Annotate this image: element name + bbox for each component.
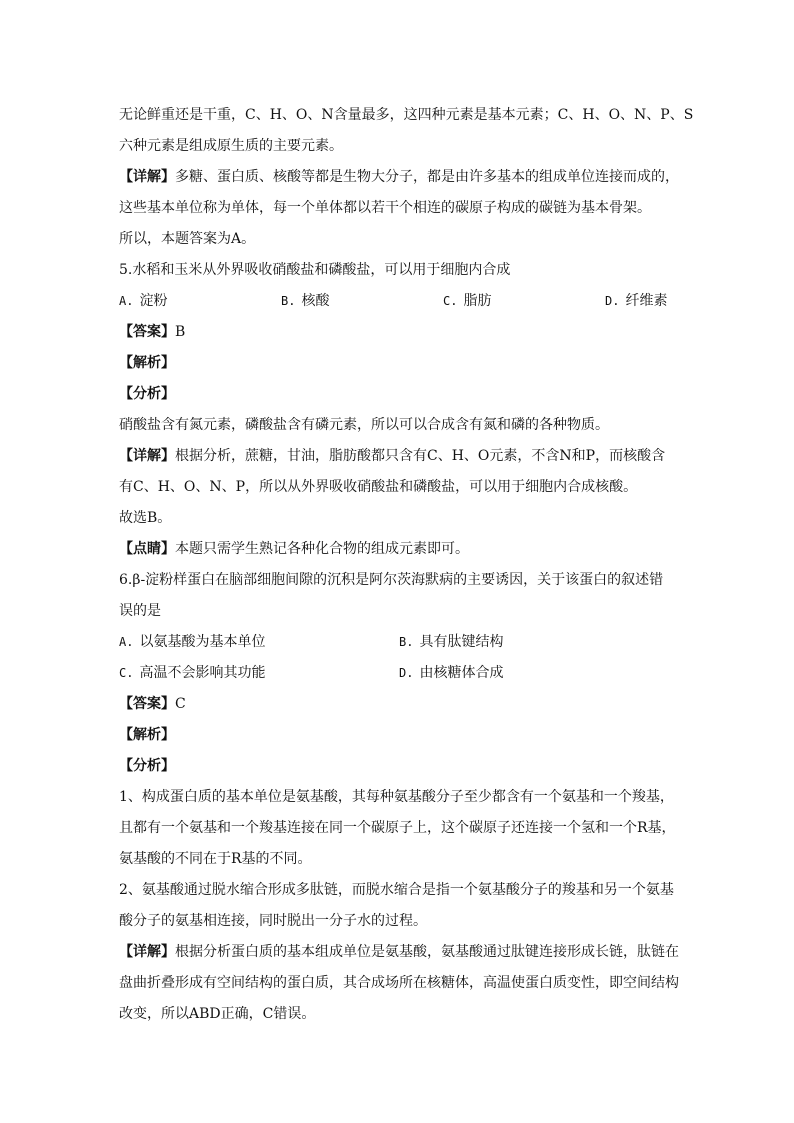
analysis-tag: 【解析】 [119,727,175,743]
question-5-stem: 5.水稻和玉米从外界吸收硝酸盐和磷酸盐，可以用于细胞内合成 [119,262,511,278]
text-line: 故选B。 [119,510,172,526]
section-tag: 【详解】 [119,944,175,960]
fenxi-tag: 【分析】 [119,386,175,402]
document-body [119,100,694,1030]
text-line: 有C、H、O、N、P，所以从外界吸收硝酸盐和磷酸盐，可以用于细胞内合成核酸。 [119,479,638,495]
text-line: 改变，所以ABD正确，C错误。 [119,1006,316,1022]
question-5-options [119,286,679,317]
section-tag: 【详解】 [119,448,175,464]
text-line: 酸分子的氨基相连接，同时脱出一分子水的过程。 [119,913,427,929]
option-d: D. 纤维素 [605,293,668,309]
text-line: 这些基本单位称为单体，每一个单体都以若干个相连的碳原子构成的碳链为基本骨架。 [119,200,651,216]
section-tag: 【详解】 [119,169,175,185]
detail-paragraph: 【详解】根据分析，蔗糖，甘油，脂肪酸都只含有C、H、O元素，不含N和P，而核酸含 [119,448,666,464]
answer-line [119,689,679,720]
option-a: A. 以氨基酸为基本单位 [119,634,266,650]
question-6-options-row1 [119,627,679,658]
option-c: C. 高温不会影响其功能 [119,665,266,681]
option-d: D. 由核糖体合成 [399,665,504,681]
text-line: 1、构成蛋白质的基本单位是氨基酸，其每种氨基酸分子至少都含有一个氨基和一个羧基， [119,789,674,805]
option-b: B. 具有肽键结构 [399,634,504,650]
question-6-options-row2 [119,658,679,689]
answer-tag: 【答案】 [119,696,175,712]
answer-line [119,317,679,348]
option-c: C. 脂肪 [443,293,492,309]
text-line: 硝酸盐含有氮元素，磷酸盐含有磷元素，所以可以合成含有氮和磷的各种物质。 [119,417,609,433]
text-line: 氨基酸的不同在于R基的不同。 [119,851,312,867]
text-line: 且都有一个氨基和一个羧基连接在同一个碳原子上，这个碳原子还连接一个氢和一个R基， [119,820,676,836]
analysis-tag: 【解析】 [119,355,175,371]
text-line: 无论鲜重还是干重，C、H、O、N含量最多，这四种元素是基本元素；C、H、O、N、P、S [119,107,694,123]
text-line: 所以，本题答案为A。 [119,231,256,247]
answer-value: B [175,324,186,340]
fenxi-tag: 【分析】 [119,758,175,774]
question-6-stem-cont: 误的是 [119,603,161,619]
tip-paragraph: 【点睛】本题只需学生熟记各种化合物的组成元素即可。 [119,541,469,557]
text-line: 2、氨基酸通过脱水缩合形成多肽链，而脱水缩合是指一个氨基酸分子的羧基和另一个氨基 [119,882,674,898]
detail-paragraph [119,162,679,193]
section-tag: 【点睛】 [119,541,175,557]
option-a: A. 淀粉 [119,293,168,309]
question-6-stem: 6.β-淀粉样蛋白在脑部细胞间隙的沉积是阿尔茨海默病的主要诱因，关于该蛋白的叙述错 [119,572,664,588]
detail-paragraph: 【详解】根据分析蛋白质的基本组成单位是氨基酸，氨基酸通过肽键连接形成长链，肽链在 [119,944,679,960]
text-line: 多糖、蛋白质、核酸等都是生物大分子，都是由许多基本的组成单位连接而成的， [175,169,679,185]
answer-tag: 【答案】 [119,324,175,340]
text-line: 盘曲折叠形成有空间结构的蛋白质，其合成场所在核糖体，高温使蛋白质变性，即空间结构 [119,975,679,991]
option-b: B. 核酸 [281,293,330,309]
text-line: 六种元素是组成原生质的主要元素。 [119,138,343,154]
answer-value: C [175,696,186,712]
